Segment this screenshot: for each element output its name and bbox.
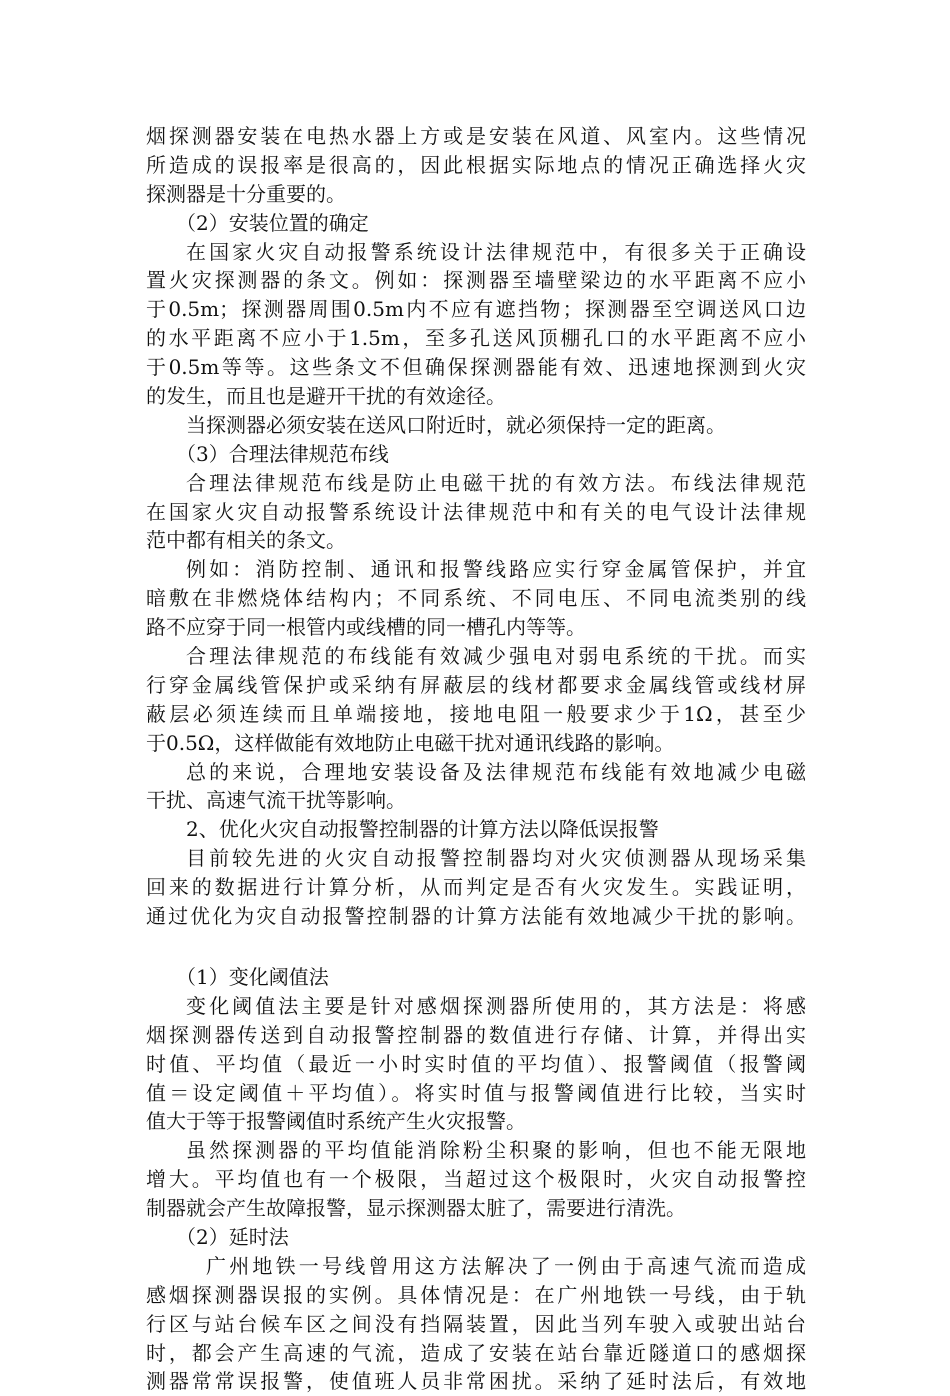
text-line: 置火灾探测器的条文。例如：探测器至墙壁梁边的水平距离不应小 (146, 268, 806, 293)
text-line: 增大。平均值也有一个极限，当超过这个极限时，火灾自动报警控 (146, 1167, 806, 1192)
text-line: 值＝设定阈值＋平均值）。将实时值与报警阈值进行比较，当实时 (146, 1080, 806, 1105)
text-line: 暗敷在非燃烧体结构内；不同系统、不同电压、不同电流类别的线 (146, 586, 806, 611)
text-line: 的水平距离不应小于1.5m，至多孔送风顶棚孔口的水平距离不应小 (146, 326, 806, 351)
text-line: 测器常常误报警，使值班人员非常困扰。采纳了延时法后，有效地 (146, 1369, 806, 1394)
section-heading: 2、优化火灾自动报警控制器的计算方法以降低误报警 (186, 817, 659, 842)
text-line: 例如：消防控制、通讯和报警线路应实行穿金属管保护，并宜 (186, 557, 806, 582)
text-line: 行区与站台候车区之间没有挡隔装置，因此当列车驶入或驶出站台 (146, 1311, 806, 1336)
text-line: 的发生，而且也是避开干扰的有效途径。 (146, 384, 506, 409)
text-line: 通过优化为灾自动报警控制器的计算方法能有效地减少干扰的影响。 (146, 904, 806, 929)
section-heading: （2）安装位置的确定 (176, 210, 369, 235)
text-line: 变化阈值法主要是针对感烟探测器所使用的，其方法是：将感 (186, 993, 806, 1018)
text-line: 于0.5Ω，这样做能有效地防止电磁干扰对通讯线路的影响。 (146, 730, 675, 755)
section-heading: （3）合理法律规范布线 (176, 441, 389, 466)
text-line: 干扰、高速气流干扰等影响。 (146, 788, 406, 813)
section-heading: （1）变化阈值法 (176, 964, 329, 989)
text-line: 在国家火灾自动报警系统设计法律规范中，有很多关于正确设 (186, 239, 806, 264)
text-line: 行穿金属线管保护或采纳有屏蔽层的线材都要求金属线管或线材屏 (146, 672, 806, 697)
section-heading: （2）延时法 (176, 1224, 289, 1249)
text-line: 虽然探测器的平均值能消除粉尘积聚的影响，但也不能无限地 (186, 1138, 806, 1163)
text-line: 范中都有相关的条文。 (146, 528, 346, 553)
text-line: 合理法律规范布线是防止电磁干扰的有效方法。布线法律规范 (186, 470, 806, 495)
text-line: 值大于等于报警阈值时系统产生火灾报警。 (146, 1109, 526, 1134)
text-line: 烟探测器传送到自动报警控制器的数值进行存储、计算，并得出实 (146, 1022, 806, 1047)
text-line: 回来的数据进行计算分析，从而判定是否有火灾发生。实践证明， (146, 875, 806, 900)
text-line: 在国家火灾自动报警系统设计法律规范中和有关的电气设计法律规 (146, 499, 806, 524)
text-line: 当探测器必须安装在送风口附近时，就必须保持一定的距离。 (186, 412, 726, 437)
text-line: 时值、平均值（最近一小时实时值的平均值）、报警阈值（报警阈 (146, 1051, 806, 1076)
text-line: 感烟探测器误报的实例。具体情况是：在广州地铁一号线，由于轨 (146, 1282, 806, 1307)
text-line: 目前较先进的火灾自动报警控制器均对火灾侦测器从现场采集 (186, 846, 806, 871)
text-line: 蔽层必须连续而且单端接地，接地电阻一般要求少于1Ω，甚至少 (146, 701, 806, 726)
text-line: 于0.5m；探测器周围0.5m内不应有遮挡物；探测器至空调送风口边 (146, 297, 806, 322)
text-line: 制器就会产生故障报警，显示探测器太脏了，需要进行清洗。 (146, 1196, 686, 1221)
text-line: 合理法律规范的布线能有效减少强电对弱电系统的干扰。而实 (186, 644, 806, 669)
text-line: 时，都会产生高速的气流，造成了安装在站台靠近隧道口的感烟探 (146, 1340, 806, 1365)
text-line: 路不应穿于同一根管内或线槽的同一槽孔内等等。 (146, 615, 586, 640)
body-text (146, 122, 806, 1396)
blank-line (146, 931, 806, 963)
text-line: 探测器是十分重要的。 (146, 181, 346, 206)
text-line: 总的来说，合理地安装设备及法律规范布线能有效地减少电磁 (186, 759, 806, 784)
text-line: 所造成的误报率是很高的，因此根据实际地点的情况正确选择火灾 (146, 152, 806, 177)
text-line: 烟探测器安装在电热水器上方或是安装在风道、风室内。这些情况 (146, 124, 806, 148)
text-line: 广州地铁一号线曾用这方法解决了一例由于高速气流而造成 (206, 1253, 806, 1278)
text-line: 于0.5m等等。这些条文不但确保探测器能有效、迅速地探测到火灾 (146, 355, 806, 380)
